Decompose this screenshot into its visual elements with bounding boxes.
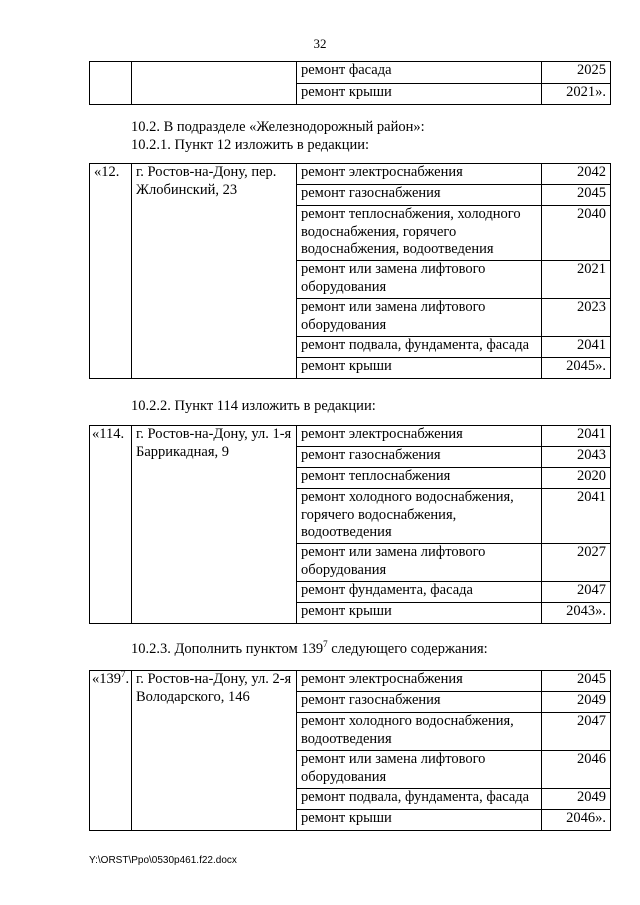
year-cell: 2020 bbox=[542, 468, 611, 489]
table-row bbox=[90, 426, 611, 447]
year-cell: 2023 bbox=[542, 299, 611, 337]
paragraph-10-2-2: 10.2.2. Пункт 114 изложить в редакции: bbox=[131, 398, 376, 414]
superscript: 7 bbox=[323, 639, 328, 650]
year-cell: 2046». bbox=[542, 810, 611, 831]
table-continuation bbox=[89, 61, 611, 105]
work-cell: ремонт газоснабжения bbox=[297, 185, 542, 206]
work-cell: ремонт крыши bbox=[297, 358, 542, 379]
year-cell: 2021». bbox=[542, 84, 611, 105]
table-item-12 bbox=[89, 163, 611, 379]
item-number: «12. bbox=[90, 164, 132, 379]
superscript: 7 bbox=[121, 669, 126, 680]
year-cell: 2047 bbox=[542, 582, 611, 603]
year-cell: 2043». bbox=[542, 603, 611, 624]
item-number: «114. bbox=[90, 426, 132, 624]
year-cell: 2049 bbox=[542, 789, 611, 810]
paragraph-10-2-1: 10.2.1. Пункт 12 изложить в редакции: bbox=[131, 137, 370, 153]
year-cell: 2027 bbox=[542, 544, 611, 582]
table-item-139-7 bbox=[89, 670, 611, 831]
year-cell: 2025 bbox=[542, 62, 611, 84]
year-cell: 2041 bbox=[542, 337, 611, 358]
work-cell: ремонт крыши bbox=[297, 84, 542, 105]
work-cell: ремонт электроснабжения bbox=[297, 426, 542, 447]
year-cell: 2047 bbox=[542, 713, 611, 751]
item-address: г. Ростов-на-Дону, пер. Жлобинский, 23 bbox=[132, 164, 297, 379]
item-number-dot: . bbox=[125, 671, 130, 687]
table-row bbox=[90, 62, 611, 84]
item-number bbox=[90, 671, 132, 831]
work-cell: ремонт подвала, фундамента, фасада bbox=[297, 789, 542, 810]
work-cell: ремонт электроснабжения bbox=[297, 164, 542, 185]
work-cell: ремонт газоснабжения bbox=[297, 692, 542, 713]
table-item-114 bbox=[89, 425, 611, 624]
work-cell: ремонт холодного водоснабжения, горячего водоснабжения, водоотведения bbox=[297, 489, 542, 544]
year-cell: 2041 bbox=[542, 426, 611, 447]
work-cell: ремонт фасада bbox=[297, 62, 542, 84]
year-cell: 2046 bbox=[542, 751, 611, 789]
item-address: г. Ростов-на-Дону, ул. 1-я Баррикадная, 9 bbox=[132, 426, 297, 624]
year-cell: 2041 bbox=[542, 489, 611, 544]
work-cell: ремонт или замена лифтового оборудования bbox=[297, 261, 542, 299]
work-cell: ремонт холодного водоснабжения, водоотведения bbox=[297, 713, 542, 751]
year-cell: 2021 bbox=[542, 261, 611, 299]
year-cell: 2045». bbox=[542, 358, 611, 379]
year-cell: 2049 bbox=[542, 692, 611, 713]
work-cell: ремонт газоснабжения bbox=[297, 447, 542, 468]
year-cell: 2045 bbox=[542, 671, 611, 692]
work-cell: ремонт крыши bbox=[297, 810, 542, 831]
work-cell: ремонт подвала, фундамента, фасада bbox=[297, 337, 542, 358]
address-cell bbox=[132, 62, 297, 105]
work-cell: ремонт или замена лифтового оборудования bbox=[297, 751, 542, 789]
num-cell bbox=[90, 62, 132, 105]
file-path-footer: Y:\ORST\Ppo\0530p461.f22.docx bbox=[89, 855, 237, 866]
work-cell: ремонт теплоснабжения bbox=[297, 468, 542, 489]
page-number: 32 bbox=[313, 36, 327, 51]
work-cell: ремонт электроснабжения bbox=[297, 671, 542, 692]
work-cell: ремонт или замена лифтового оборудования bbox=[297, 544, 542, 582]
paragraph-text: 10.2.3. Дополнить пунктом 139 bbox=[131, 641, 324, 657]
work-cell: ремонт фундамента, фасада bbox=[297, 582, 542, 603]
item-address: г. Ростов-на-Дону, ул. 2-я Володарского, 146 bbox=[132, 671, 297, 831]
year-cell: 2040 bbox=[542, 206, 611, 261]
work-cell: ремонт или замена лифтового оборудования bbox=[297, 299, 542, 337]
paragraph-10-2-3 bbox=[131, 640, 488, 658]
table-row bbox=[90, 164, 611, 185]
work-cell: ремонт крыши bbox=[297, 603, 542, 624]
paragraph-10-2: 10.2. В подразделе «Железнодорожный район»: bbox=[131, 119, 425, 135]
item-number-text: «139 bbox=[92, 671, 121, 687]
table-row bbox=[90, 671, 611, 692]
paragraph-text: следующего содержания: bbox=[327, 641, 488, 657]
year-cell: 2042 bbox=[542, 164, 611, 185]
year-cell: 2043 bbox=[542, 447, 611, 468]
year-cell: 2045 bbox=[542, 185, 611, 206]
work-cell: ремонт теплоснабжения, холодного водоснабжения, горячего водоснабжения, водоотведения bbox=[297, 206, 542, 261]
